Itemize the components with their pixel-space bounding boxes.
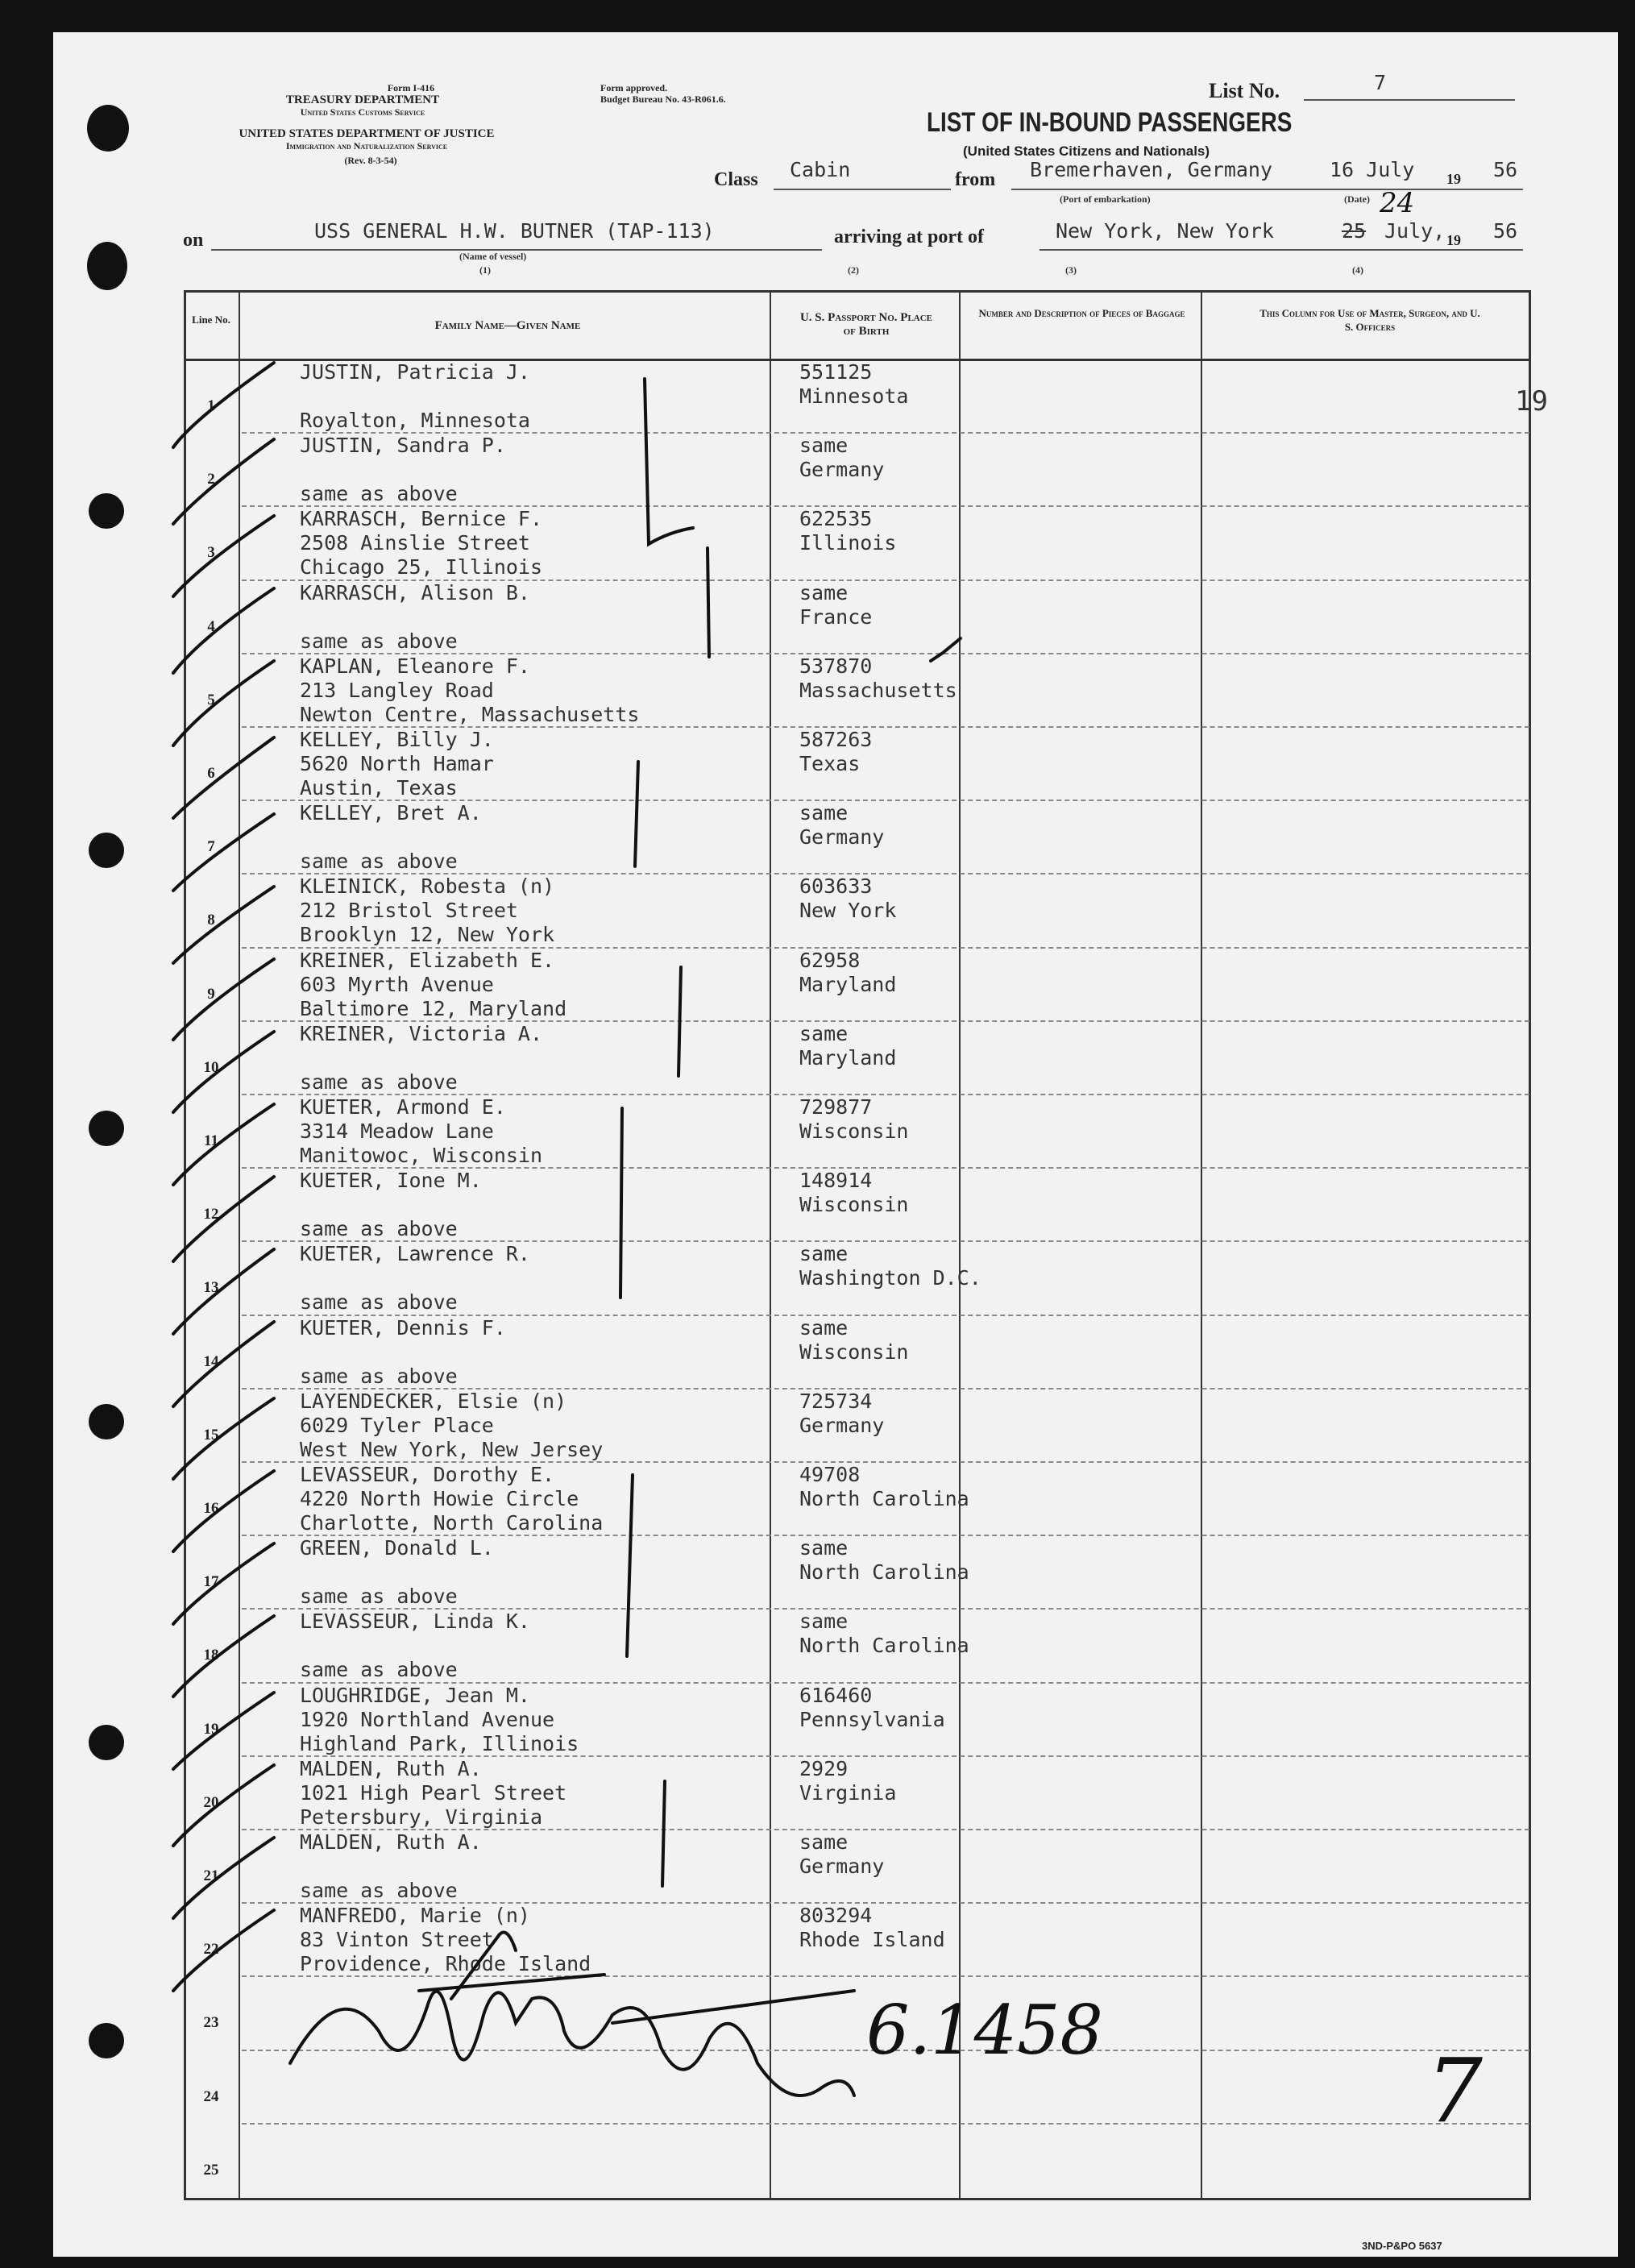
- list-no-label: List No.: [1209, 79, 1280, 102]
- line-number: 14: [203, 1352, 219, 1370]
- passenger-address-2: same as above: [300, 1879, 458, 1902]
- passport-number: 803294: [799, 1904, 873, 1928]
- check-marks: [173, 363, 961, 1991]
- class-label: Class: [714, 169, 758, 190]
- passenger-address-2: same as above: [300, 1290, 458, 1315]
- passenger-address-2: Baltimore 12, Maryland: [300, 996, 567, 1020]
- passenger-address-2: same as above: [300, 629, 458, 653]
- customs-subheading: United States Customs Service: [300, 106, 425, 118]
- line-number: 25: [203, 2161, 219, 2179]
- line-number: 10: [203, 1058, 219, 1076]
- embarkation-year-prefix: 19: [1446, 171, 1461, 187]
- place-of-birth: Germany: [799, 825, 885, 849]
- passport-number: 587263: [799, 728, 873, 751]
- place-of-birth: Washington D.C.: [799, 1266, 981, 1290]
- arrival-port: New York, New York: [1056, 219, 1274, 243]
- line-number: 4: [207, 617, 215, 635]
- line-number: 6: [207, 765, 215, 782]
- passenger-name: KUETER, Lawrence R.: [300, 1242, 530, 1266]
- handwritten-seven: 7: [1426, 2039, 1483, 2142]
- passenger-address-2: Austin, Texas: [300, 776, 458, 800]
- date-caption: (Date): [1344, 193, 1370, 205]
- place-of-birth: Germany: [799, 1413, 885, 1437]
- passport-number: same: [799, 434, 849, 458]
- caption-1: (1): [479, 264, 491, 276]
- passenger-address: 603 Myrth Avenue: [300, 972, 494, 996]
- on-label: on: [183, 230, 204, 251]
- passport-number: 616460: [799, 1683, 873, 1707]
- passenger-address: 3314 Meadow Lane: [300, 1119, 494, 1143]
- line-number: 13: [203, 1279, 219, 1297]
- passenger-address: 6029 Tyler Place: [300, 1413, 494, 1437]
- ins-subheading: Immigration and Naturalization Service: [285, 140, 448, 152]
- passenger-address: 2508 Ainslie Street: [300, 531, 530, 555]
- passenger-name: KARRASCH, Alison B.: [300, 580, 530, 604]
- treasury-heading: TREASURY DEPARTMENT: [285, 93, 440, 106]
- passenger-name: KELLEY, Bret A.: [300, 801, 482, 825]
- passenger-address-2: same as above: [300, 482, 458, 506]
- place-of-birth: Virginia: [799, 1780, 897, 1805]
- passport-number: same: [799, 1242, 849, 1266]
- passport-number: 62958: [799, 948, 861, 972]
- passenger-address-2: Petersbury, Virginia: [300, 1805, 543, 1829]
- footer-code: 3ND-P&PO 5637: [1362, 2240, 1442, 2252]
- document-subtitle: (United States Citizens and Nationals): [963, 143, 1210, 159]
- vessel-caption: (Name of vessel): [459, 251, 527, 262]
- passenger-address-2: same as above: [300, 1658, 458, 1682]
- line-number: 5: [207, 691, 215, 708]
- passenger-name: MALDEN, Ruth A.: [300, 1830, 482, 1854]
- line-number: 15: [203, 1426, 219, 1443]
- place-of-birth: North Carolina: [799, 1634, 969, 1658]
- passenger-address: 212 Bristol Street: [300, 899, 518, 923]
- arrival-year-prefix: 19: [1446, 232, 1461, 248]
- line-number: 22: [203, 1941, 219, 1959]
- passenger-name: KUETER, Dennis F.: [300, 1315, 506, 1340]
- passport-number: 603633: [799, 874, 873, 899]
- passenger-address-2: Chicago 25, Illinois: [300, 555, 543, 579]
- passport-number: same: [799, 1536, 849, 1560]
- line-number: 11: [204, 1132, 218, 1149]
- passenger-address-2: Manitowoc, Wisconsin: [300, 1144, 543, 1167]
- passport-number: 148914: [799, 1169, 873, 1193]
- place-of-birth: North Carolina: [799, 1560, 969, 1585]
- passenger-name: KAPLAN, Eleanore F.: [300, 654, 530, 678]
- passenger-address-2: Royalton, Minnesota: [300, 409, 530, 432]
- passport-number: 729877: [799, 1095, 873, 1119]
- passenger-address-2: Newton Centre, Massachusetts: [300, 702, 640, 726]
- line-number: 21: [203, 1867, 219, 1884]
- place-of-birth: New York: [799, 899, 897, 923]
- passenger-name: KREINER, Elizabeth E.: [300, 948, 555, 972]
- arrival-day-handwritten: 24: [1380, 187, 1415, 219]
- passport-number: 49708: [799, 1463, 861, 1486]
- line-number: 9: [207, 985, 215, 1003]
- passenger-name: LEVASSEUR, Linda K.: [300, 1610, 530, 1634]
- revision-note: (Rev. 8-3-54): [344, 155, 397, 166]
- passport-number: same: [799, 1830, 849, 1854]
- place-of-birth: Illinois: [799, 531, 897, 555]
- passenger-address-2: Highland Park, Illinois: [300, 1731, 579, 1755]
- passenger-address-2: Charlotte, North Carolina: [300, 1511, 604, 1535]
- line-number: 19: [203, 1720, 219, 1738]
- place-of-birth: Texas: [799, 752, 861, 775]
- place-of-birth: North Carolina: [799, 1487, 969, 1510]
- arrival-month: July,: [1384, 219, 1446, 243]
- place-of-birth: Germany: [799, 1855, 885, 1878]
- line-number: 20: [203, 1793, 219, 1811]
- passport-number: same: [799, 580, 849, 604]
- passenger-address: 83 Vinton Street: [300, 1928, 494, 1952]
- embarkation-year: 56: [1493, 158, 1518, 181]
- port-caption: (Port of embarkation): [1060, 193, 1151, 205]
- list-no-value: 7: [1374, 71, 1387, 94]
- place-of-birth: Maryland: [799, 972, 897, 996]
- embarkation-port: Bremerhaven, Germany: [1030, 158, 1273, 181]
- passenger-name: LEVASSEUR, Dorothy E.: [300, 1463, 555, 1486]
- place-of-birth: Wisconsin: [799, 1119, 909, 1143]
- passport-number: same: [799, 1315, 849, 1340]
- line-number: 23: [203, 2014, 219, 2032]
- place-of-birth: Germany: [799, 458, 885, 482]
- line-number: 16: [203, 1500, 219, 1517]
- place-of-birth: Minnesota: [799, 384, 909, 408]
- place-of-birth: Wisconsin: [799, 1193, 909, 1217]
- passport-number: 2929: [799, 1756, 849, 1780]
- line-number: 17: [203, 1573, 219, 1591]
- passport-number: 622535: [799, 507, 873, 531]
- col-header-baggage: Number and Description of Pieces of Baggage: [978, 307, 1185, 319]
- passenger-name: JUSTIN, Sandra P.: [300, 434, 506, 458]
- passenger-name: KREINER, Victoria A.: [300, 1021, 543, 1045]
- signature: [290, 1933, 854, 2096]
- passenger-address-2: West New York, New Jersey: [300, 1437, 604, 1461]
- line-number: 8: [207, 912, 215, 929]
- caption-2: (2): [848, 264, 859, 276]
- passenger-address-2: Brooklyn 12, New York: [300, 923, 555, 947]
- passenger-name: LOUGHRIDGE, Jean M.: [300, 1683, 530, 1707]
- line-number: 3: [207, 544, 215, 562]
- passenger-name: LAYENDECKER, Elsie (n): [300, 1389, 567, 1413]
- document-title: LIST OF IN-BOUND PASSENGERS: [927, 107, 1293, 138]
- passenger-address-2: Providence, Rhode Island: [300, 1952, 591, 1976]
- place-of-birth: Maryland: [799, 1045, 897, 1070]
- passenger-name: GREEN, Donald L.: [300, 1536, 494, 1560]
- passenger-name: MANFREDO, Marie (n): [300, 1904, 530, 1928]
- side-page-number: 19: [1515, 385, 1548, 417]
- caption-3: (3): [1065, 264, 1077, 276]
- vessel-name: USS GENERAL H.W. BUTNER (TAP-113): [314, 219, 715, 243]
- passenger-name: KARRASCH, Bernice F.: [300, 507, 543, 531]
- line-number: 24: [203, 2087, 219, 2105]
- passenger-name: JUSTIN, Patricia J.: [300, 360, 530, 384]
- passenger-address: 213 Langley Road: [300, 678, 494, 702]
- passenger-address-2: same as above: [300, 849, 458, 874]
- place-of-birth: Rhode Island: [799, 1928, 945, 1952]
- place-of-birth: Pennsylvania: [799, 1707, 945, 1731]
- place-of-birth: Massachusetts: [799, 678, 957, 702]
- passport-number: 551125: [799, 360, 873, 384]
- form-approved: Form approved.: [600, 82, 668, 93]
- passenger-name: MALDEN, Ruth A.: [300, 1756, 482, 1780]
- arriving-label: arriving at port of: [834, 226, 984, 247]
- passenger-address: 4220 North Howie Circle: [300, 1487, 579, 1510]
- budget-bureau-no: Budget Bureau No. 43-R061.6.: [600, 93, 726, 105]
- passenger-name: KUETER, Ione M.: [300, 1169, 482, 1193]
- passenger-address: 1920 Northland Avenue: [300, 1707, 555, 1731]
- line-number: 12: [203, 1206, 219, 1223]
- passport-number: same: [799, 801, 849, 825]
- passport-number: same: [799, 1021, 849, 1045]
- handwritten-number: 6.1458: [866, 1991, 1103, 2070]
- passport-number: 537870: [799, 654, 873, 678]
- line-number: 7: [207, 838, 215, 856]
- passport-number: same: [799, 1610, 849, 1634]
- line-number: 18: [203, 1647, 219, 1664]
- caption-4: (4): [1352, 264, 1363, 276]
- place-of-birth: France: [799, 604, 873, 629]
- arrival-year: 56: [1493, 219, 1518, 243]
- passenger-address-2: same as above: [300, 1364, 458, 1388]
- place-of-birth: Wisconsin: [799, 1340, 909, 1364]
- arrival-day-struck: 25: [1342, 219, 1367, 243]
- class-value: Cabin: [790, 158, 851, 181]
- passenger-name: KLEINICK, Robesta (n): [300, 874, 555, 899]
- passenger-address: 5620 North Hamar: [300, 752, 494, 775]
- passenger-address: 1021 High Pearl Street: [300, 1780, 567, 1805]
- line-number: 2: [207, 471, 215, 488]
- passenger-address-2: same as above: [300, 1585, 458, 1609]
- col-header-passport: U. S. Passport No. Place of Birth: [799, 311, 933, 338]
- embarkation-date: 16 July: [1330, 158, 1415, 181]
- passenger-name: KELLEY, Billy J.: [300, 728, 494, 751]
- from-label: from: [955, 169, 996, 190]
- col-header-name: Family Name—Given Name: [434, 319, 581, 332]
- line-number: 1: [207, 397, 215, 414]
- form-number: Form I-416: [387, 82, 435, 93]
- col-header-officers: This Column for Use of Master, Surgeon, and U. S. Officers: [1259, 307, 1480, 333]
- passenger-name: KUETER, Armond E.: [300, 1095, 506, 1119]
- col-header-line-no: Line No.: [192, 314, 230, 326]
- justice-heading: UNITED STATES DEPARTMENT OF JUSTICE: [239, 127, 495, 140]
- passport-number: 725734: [799, 1389, 873, 1413]
- passenger-address-2: same as above: [300, 1070, 458, 1094]
- passenger-address-2: same as above: [300, 1217, 458, 1241]
